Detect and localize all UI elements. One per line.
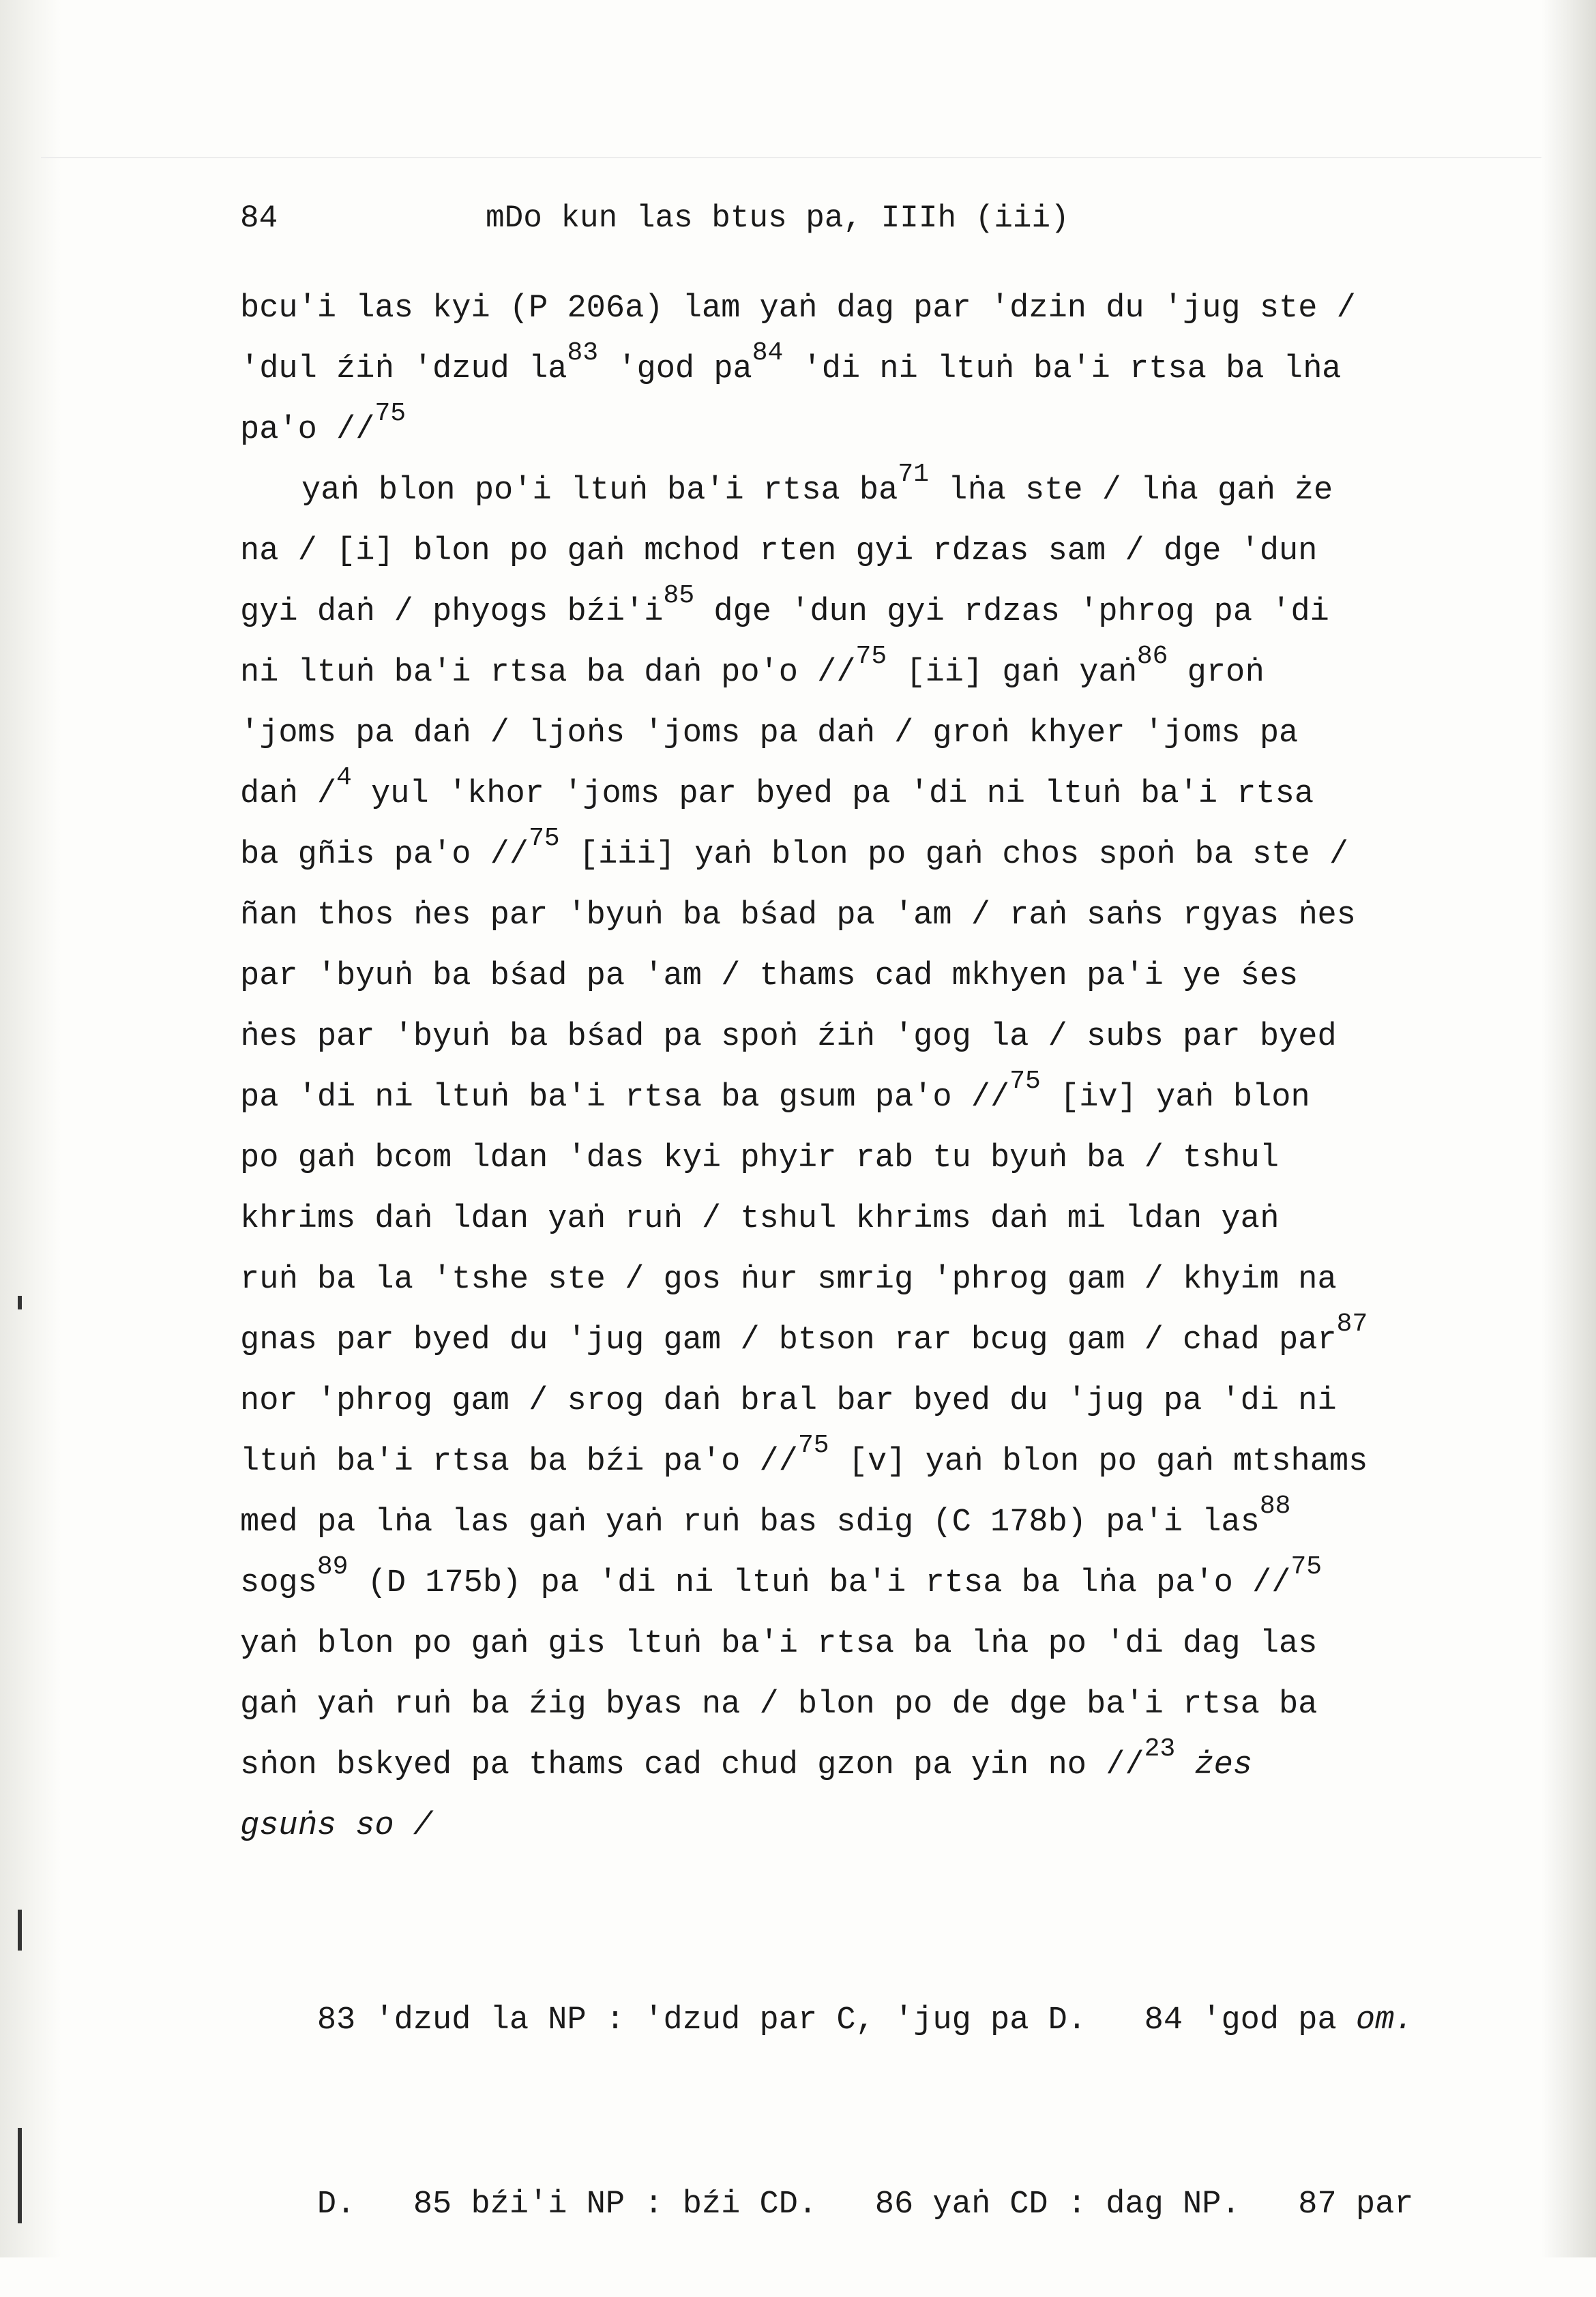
text-line — [240, 1310, 1468, 1371]
line-text: gyi daṅ / phyogs bźi'i — [240, 594, 664, 630]
line-text: sṅon bskyed pa thams cad chud gzon pa yin no // — [240, 1747, 1144, 1783]
line-text: pa'o // — [240, 412, 375, 448]
footnote-line — [240, 2113, 1468, 2297]
line-text: sogs — [240, 1565, 317, 1601]
line-text: lṅa ste / lṅa gaṅ że — [928, 473, 1333, 509]
text-line — [240, 1432, 1468, 1492]
scan-top-rule — [41, 157, 1541, 158]
binding-mark — [18, 1910, 22, 1951]
footnote-text: 83 'dzud la NP : 'dzud par C, 'jug pa D. 84 'god pa — [316, 2002, 1356, 2039]
line-text: yaṅ blon po'i ltuṅ ba'i rtsa ba — [301, 473, 898, 509]
line-text: pa 'di ni ltuṅ ba'i rtsa ba gsum pa'o // — [240, 1080, 1010, 1116]
footnote-ref: 83 — [567, 338, 599, 368]
footnote-line — [240, 1929, 1468, 2113]
text-line — [240, 1249, 1468, 1310]
text-line — [240, 1007, 1468, 1067]
text-line — [240, 521, 1468, 582]
italic-text: gsuṅs so / — [240, 1808, 433, 1844]
line-text: (D 175b) pa 'di ni ltuṅ ba'i rtsa ba lṅa pa'o // — [348, 1565, 1291, 1601]
text-line — [240, 1796, 1468, 1856]
text-line — [240, 1067, 1468, 1128]
text-line — [240, 1492, 1468, 1553]
line-text: gnas par byed du 'jug gam / btson rar bcug gam / chad par — [240, 1322, 1337, 1359]
text-line — [240, 400, 1468, 460]
page-number: 84 — [240, 201, 278, 236]
line-text: na / [i] blon po gaṅ mchod rten gyi rdzas sam / dge 'dun — [240, 533, 1318, 569]
line-text: [iii] yaṅ blon po gaṅ chos spoṅ ba ste / — [559, 837, 1349, 873]
binding-mark — [18, 2128, 22, 2223]
footnote-ref: 71 — [898, 460, 929, 489]
text-line — [240, 642, 1468, 703]
line-text: 'god pa — [598, 351, 752, 387]
footnote-omission-mark: om. — [1355, 2002, 1414, 2039]
footnote-ref: 85 — [663, 581, 695, 610]
italic-text: żes — [1194, 1747, 1253, 1783]
line-text: med pa lṅa las gaṅ yaṅ ruṅ bas sdig (C 178b) pa'i las — [240, 1505, 1260, 1541]
footnote-ref: 75 — [797, 1431, 829, 1460]
line-text: nor 'phrog gam / srog daṅ bral bar byed du 'jug pa 'di ni — [240, 1383, 1337, 1419]
line-text: par 'byuṅ ba bśad pa 'am / thams cad mkhyen pa'i ye śes — [240, 958, 1299, 994]
line-text: po gaṅ bcom ldan 'das kyi phyir rab tu byuṅ ba / tshul — [240, 1140, 1280, 1176]
binding-mark — [18, 1296, 22, 1309]
text-line — [240, 946, 1468, 1007]
footnote-ref: 87 — [1336, 1309, 1368, 1339]
running-title: mDo kun las btus pa, IIIh (iii) — [486, 201, 1069, 236]
line-text: bcu'i las kyi (P 206a) lam yaṅ dag par 'dzin du 'jug ste / — [240, 291, 1356, 327]
text-line — [240, 764, 1468, 825]
page-right-edge — [1541, 0, 1596, 2257]
footnote-text: D. 85 bźi'i NP : bźi CD. 86 yaṅ CD : dag NP. 87 par — [316, 2187, 1414, 2223]
line-text: ṅes par 'byuṅ ba bśad pa spoṅ źiṅ 'gog la / subs par byed — [240, 1019, 1337, 1055]
text-line — [240, 460, 1468, 521]
footnote-ref: 4 — [336, 763, 352, 792]
line-text — [1175, 1747, 1194, 1783]
line-text: dge 'dun gyi rdzas 'phrog pa 'di — [694, 594, 1329, 630]
text-line — [240, 1189, 1468, 1249]
footnote-ref: 75 — [855, 642, 887, 671]
line-text: ltuṅ ba'i rtsa ba bźi pa'o // — [240, 1444, 798, 1480]
line-text: groṅ — [1168, 655, 1265, 691]
line-text: 'di ni ltuṅ ba'i rtsa ba lṅa — [783, 351, 1342, 387]
line-text: khrims daṅ ldan yaṅ ruṅ / tshul khrims daṅ mi ldan yaṅ — [240, 1201, 1280, 1237]
text-line — [240, 885, 1468, 946]
line-text: ba gñis pa'o // — [240, 837, 529, 873]
footnote-ref: 75 — [529, 824, 560, 853]
text-line — [240, 339, 1468, 400]
footnotes — [240, 1929, 1468, 2297]
line-text: ñan thos ṅes par 'byuṅ ba bśad pa 'am / raṅ saṅs rgyas ṅes — [240, 898, 1356, 934]
footnote-ref: 86 — [1136, 642, 1168, 671]
line-text: 'joms pa daṅ / ljoṅs 'joms pa daṅ / groṅ khyer 'joms pa — [240, 715, 1299, 752]
footnote-ref: 75 — [374, 399, 407, 428]
text-line — [240, 1674, 1468, 1735]
line-text: yaṅ blon po gaṅ gis ltuṅ ba'i rtsa ba lṅa po 'di dag las — [240, 1626, 1318, 1662]
text-line — [240, 582, 1468, 642]
text-line — [240, 703, 1468, 764]
main-text — [240, 278, 1468, 1856]
line-text: daṅ / — [240, 776, 337, 812]
page-left-edge — [0, 0, 61, 2257]
line-text: ruṅ ba la 'tshe ste / gos ṅur smrig 'phrog gam / khyim na — [240, 1262, 1337, 1298]
line-text: yul 'khor 'joms par byed pa 'di ni ltuṅ ba'i rtsa — [351, 776, 1314, 812]
text-line — [240, 1128, 1468, 1189]
text-line — [240, 1371, 1468, 1432]
text-line — [240, 1614, 1468, 1674]
footnote-ref: 84 — [752, 338, 784, 368]
line-text: [v] yaṅ blon po gaṅ mtshams — [829, 1444, 1368, 1480]
line-text: [ii] gaṅ yaṅ — [887, 655, 1137, 691]
line-text: gaṅ yaṅ ruṅ ba źig byas na / blon po de dge ba'i rtsa ba — [240, 1687, 1318, 1723]
line-text: ni ltuṅ ba'i rtsa ba daṅ po'o // — [240, 655, 856, 691]
line-text: 'dul źiṅ 'dzud la — [240, 351, 567, 387]
text-line — [240, 1553, 1468, 1614]
text-line — [240, 825, 1468, 885]
line-text: [iv] yaṅ blon — [1040, 1080, 1310, 1116]
footnote-ref: 75 — [1290, 1552, 1322, 1582]
footnote-ref: 88 — [1259, 1492, 1291, 1521]
footnote-ref: 75 — [1009, 1067, 1041, 1096]
footnote-ref: 23 — [1144, 1734, 1176, 1764]
footnote-ref: 89 — [316, 1552, 349, 1582]
text-line — [240, 278, 1468, 339]
text-line — [240, 1735, 1468, 1796]
